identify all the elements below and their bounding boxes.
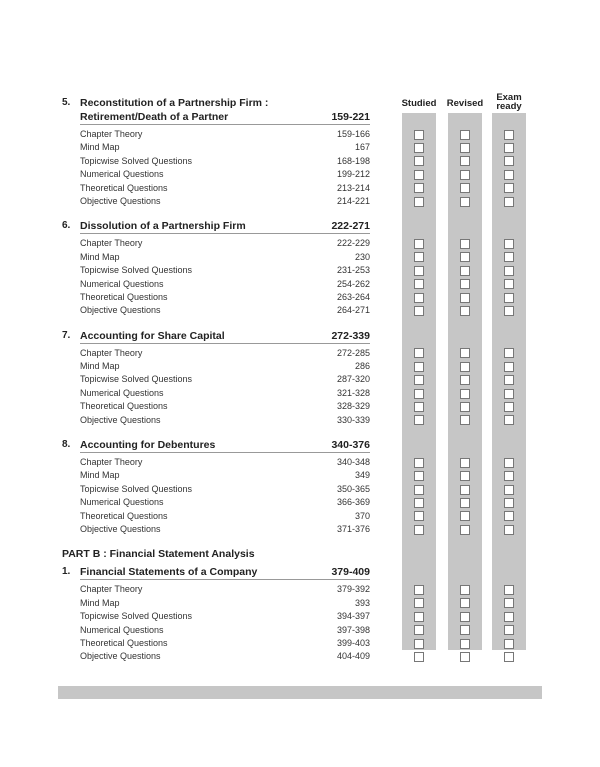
item-pages: 328-329 [336,401,370,412]
exam-ready-checkbox[interactable] [504,511,514,521]
item-pages: 393 [354,597,370,608]
item-label: Theoretical Questions [80,637,168,648]
list-item [62,168,370,181]
exam-ready-header [484,93,534,111]
revised-checkbox[interactable] [460,402,470,412]
item-label: Topicwise Solved Questions [80,611,193,622]
item-pages: 287-320 [336,374,370,385]
studied-checkbox[interactable] [414,498,424,508]
revised-checkbox[interactable] [460,639,470,649]
studied-checkbox[interactable] [414,625,424,635]
chapter-number: 7. [62,329,71,341]
chapter-number: 6. [62,220,71,232]
chapter-number: 1. [62,566,71,578]
list-item [62,291,370,304]
item-label: Objective Questions [80,651,161,662]
list-item [62,128,370,141]
item-pages: 199-212 [336,169,370,180]
item-label: Objective Questions [80,195,161,206]
list-item [62,583,370,596]
item-pages: 330-339 [336,414,370,425]
item-label: Numerical Questions [80,169,164,180]
revised-checkbox[interactable] [460,183,470,193]
item-pages: 379-392 [336,584,370,595]
list-item [62,387,370,400]
revised-checkbox[interactable] [460,525,470,535]
chapter-title [62,438,370,452]
chapter-title [62,329,370,343]
list-item [62,610,370,623]
chapter-page-range: 222-271 [331,220,370,233]
item-label: Numerical Questions [80,387,164,398]
item-label: Numerical Questions [80,278,164,289]
exam-ready-header-line2: ready [496,101,522,112]
item-label: Theoretical Questions [80,510,168,521]
studied-checkbox[interactable] [414,639,424,649]
chapter-7 [62,329,370,427]
list-item [62,195,370,208]
item-label: Theoretical Questions [80,291,168,302]
studied-checkbox[interactable] [414,306,424,316]
item-label: Mind Map [80,251,120,262]
item-pages: 272-285 [336,347,370,358]
item-pages: 366-369 [336,497,370,508]
item-label: Chapter Theory [80,238,143,249]
chapter-title-line2: Retirement/Death of a Partner [80,111,229,123]
exam-ready-checkbox[interactable] [504,143,514,153]
studied-checkbox[interactable] [414,598,424,608]
studied-checkbox[interactable] [414,130,424,140]
chapter-title [62,219,370,233]
item-label: Objective Questions [80,523,161,534]
exam-ready-checkbox[interactable] [504,362,514,372]
list-item [62,637,370,650]
chapter-title-second-line [62,110,370,124]
item-pages: 167 [354,142,370,153]
list-item [62,469,370,482]
item-pages: 159-166 [336,129,370,139]
studied-checkbox[interactable] [414,652,424,662]
revised-checkbox[interactable] [460,485,470,495]
list-item [62,304,370,317]
exam-ready-checkbox[interactable] [504,485,514,495]
chapter-number: 5. [62,97,71,108]
studied-checkbox[interactable] [414,415,424,425]
item-pages: 340-348 [336,457,370,468]
studied-header: Studied [401,98,437,109]
list-item [62,523,370,536]
studied-checkbox[interactable] [414,458,424,468]
revised-checkbox[interactable] [460,652,470,662]
studied-checkbox[interactable] [414,293,424,303]
exam-ready-checkbox[interactable] [504,306,514,316]
chapter-page-range: 272-339 [331,329,370,342]
revised-checkbox[interactable] [460,143,470,153]
revised-checkbox[interactable] [460,170,470,180]
exam-ready-checkbox[interactable] [504,598,514,608]
list-item [62,278,370,291]
exam-ready-checkbox[interactable] [504,375,514,385]
studied-checkbox[interactable] [414,485,424,495]
exam-ready-checkbox[interactable] [504,458,514,468]
exam-ready-checkbox[interactable] [504,130,514,140]
revised-checkbox[interactable] [460,348,470,358]
item-label: Mind Map [80,597,120,608]
list-item [62,597,370,610]
item-label: Chapter Theory [80,347,143,358]
revised-checkbox[interactable] [460,585,470,595]
exam-ready-checkbox[interactable] [504,266,514,276]
revised-checkbox[interactable] [460,458,470,468]
list-item [62,373,370,386]
item-label: Numerical Questions [80,497,164,508]
exam-ready-checkbox[interactable] [504,197,514,207]
exam-ready-checkbox[interactable] [504,652,514,662]
footer-bar [58,686,542,699]
item-pages: 349 [354,470,370,481]
part-b-title: PART B : Financial Statement Analysis [62,548,255,561]
revised-checkbox[interactable] [460,252,470,262]
list-item [62,456,370,469]
item-label: Topicwise Solved Questions [80,265,193,276]
chapter-page-range: 159-221 [331,111,370,123]
item-pages: 263-264 [336,291,370,302]
studied-checkbox[interactable] [414,402,424,412]
studied-checkbox[interactable] [414,143,424,153]
chapter-8 [62,438,370,536]
studied-checkbox[interactable] [414,525,424,535]
exam-ready-checkbox[interactable] [504,402,514,412]
exam-ready-checkbox[interactable] [504,625,514,635]
list-item [62,347,370,360]
revised-checkbox[interactable] [460,625,470,635]
item-label: Objective Questions [80,414,161,425]
studied-checkbox[interactable] [414,156,424,166]
chapter-name: Financial Statements of a Company [80,566,258,579]
chapter-title [62,96,370,110]
revised-checkbox[interactable] [460,389,470,399]
item-label: Mind Map [80,142,120,153]
item-pages: 370 [354,510,370,521]
revised-checkbox[interactable] [460,266,470,276]
list-item [62,141,370,154]
list-item [62,400,370,413]
revised-checkbox[interactable] [460,279,470,289]
studied-checkbox[interactable] [414,612,424,622]
list-item [62,264,370,277]
studied-checkbox[interactable] [414,279,424,289]
exam-ready-checkbox[interactable] [504,471,514,481]
exam-ready-checkbox[interactable] [504,585,514,595]
studied-checkbox[interactable] [414,197,424,207]
studied-checkbox[interactable] [414,239,424,249]
revised-checkbox[interactable] [460,293,470,303]
revised-checkbox[interactable] [460,415,470,425]
item-label: Chapter Theory [80,129,143,139]
item-pages: 214-221 [336,195,370,206]
item-label: Chapter Theory [80,457,143,468]
exam-ready-checkbox[interactable] [504,498,514,508]
studied-checkbox[interactable] [414,266,424,276]
list-item [62,360,370,373]
list-item [62,496,370,509]
exam-ready-checkbox[interactable] [504,279,514,289]
exam-ready-checkbox[interactable] [504,293,514,303]
table-of-contents [62,96,370,664]
revised-checkbox[interactable] [460,471,470,481]
revised-checkbox[interactable] [460,375,470,385]
exam-ready-checkbox[interactable] [504,415,514,425]
studied-checkbox[interactable] [414,375,424,385]
item-pages: 230 [354,251,370,262]
chapter-name: Accounting for Share Capital [80,329,225,342]
item-pages: 168-198 [336,155,370,166]
exam-ready-checkbox[interactable] [504,183,514,193]
revised-checkbox[interactable] [460,511,470,521]
exam-ready-checkbox[interactable] [504,389,514,399]
list-item [62,237,370,250]
revised-checkbox[interactable] [460,612,470,622]
list-item [62,182,370,195]
list-item [62,414,370,427]
revised-checkbox[interactable] [460,498,470,508]
exam-ready-checkbox[interactable] [504,348,514,358]
item-pages: 231-253 [336,265,370,276]
item-pages: 213-214 [336,182,370,193]
item-label: Chapter Theory [80,584,143,595]
list-item [62,510,370,523]
exam-ready-checkbox[interactable] [504,639,514,649]
item-label: Mind Map [80,470,120,481]
item-label: Theoretical Questions [80,401,168,412]
revised-checkbox[interactable] [460,130,470,140]
item-pages: 394-397 [336,611,370,622]
item-pages: 321-328 [336,387,370,398]
item-label: Numerical Questions [80,624,164,635]
revised-checkbox[interactable] [460,156,470,166]
exam-ready-header-line1: Exam [496,92,522,103]
item-label: Topicwise Solved Questions [80,483,193,494]
chapter-title [62,565,370,579]
chapter-page-range: 379-409 [331,566,370,579]
item-pages: 254-262 [336,278,370,289]
studied-checkbox[interactable] [414,183,424,193]
revised-header: Revised [446,98,484,109]
exam-ready-checkbox[interactable] [504,156,514,166]
studied-checkbox[interactable] [414,362,424,372]
item-label: Topicwise Solved Questions [80,155,193,166]
list-item [62,251,370,264]
item-pages: 399-403 [336,637,370,648]
item-label: Topicwise Solved Questions [80,374,193,385]
item-label: Theoretical Questions [80,182,168,193]
chapter-5 [62,96,370,208]
chapter-6 [62,219,370,317]
revised-checkbox[interactable] [460,239,470,249]
studied-checkbox[interactable] [414,389,424,399]
studied-checkbox[interactable] [414,585,424,595]
chapter-page-range: 340-376 [331,439,370,452]
studied-checkbox[interactable] [414,511,424,521]
item-label: Mind Map [80,361,120,372]
item-pages: 264-271 [336,305,370,316]
chapter-name: Accounting for Debentures [80,439,216,452]
list-item [62,650,370,663]
item-pages: 397-398 [336,624,370,635]
exam-ready-checkbox[interactable] [504,525,514,535]
list-item [62,155,370,168]
item-pages: 350-365 [336,483,370,494]
list-item [62,483,370,496]
item-pages: 286 [354,361,370,372]
item-pages: 371-376 [336,523,370,534]
chapter-number: 8. [62,439,71,451]
revised-checkbox[interactable] [460,197,470,207]
list-item [62,624,370,637]
studied-checkbox[interactable] [414,170,424,180]
studied-checkbox[interactable] [414,348,424,358]
exam-ready-checkbox[interactable] [504,170,514,180]
studied-checkbox[interactable] [414,252,424,262]
item-pages: 404-409 [336,651,370,662]
revised-checkbox[interactable] [460,362,470,372]
chapter-name: Dissolution of a Partnership Firm [80,220,246,233]
exam-ready-checkbox[interactable] [504,252,514,262]
item-pages: 222-229 [336,238,370,249]
part-b-chapter-1 [62,565,370,663]
item-label: Objective Questions [80,305,161,316]
revised-checkbox[interactable] [460,306,470,316]
exam-ready-checkbox[interactable] [504,612,514,622]
studied-checkbox[interactable] [414,471,424,481]
exam-ready-checkbox[interactable] [504,239,514,249]
revised-checkbox[interactable] [460,598,470,608]
chapter-title-line1: Reconstitution of a Partnership Firm : [80,97,269,109]
